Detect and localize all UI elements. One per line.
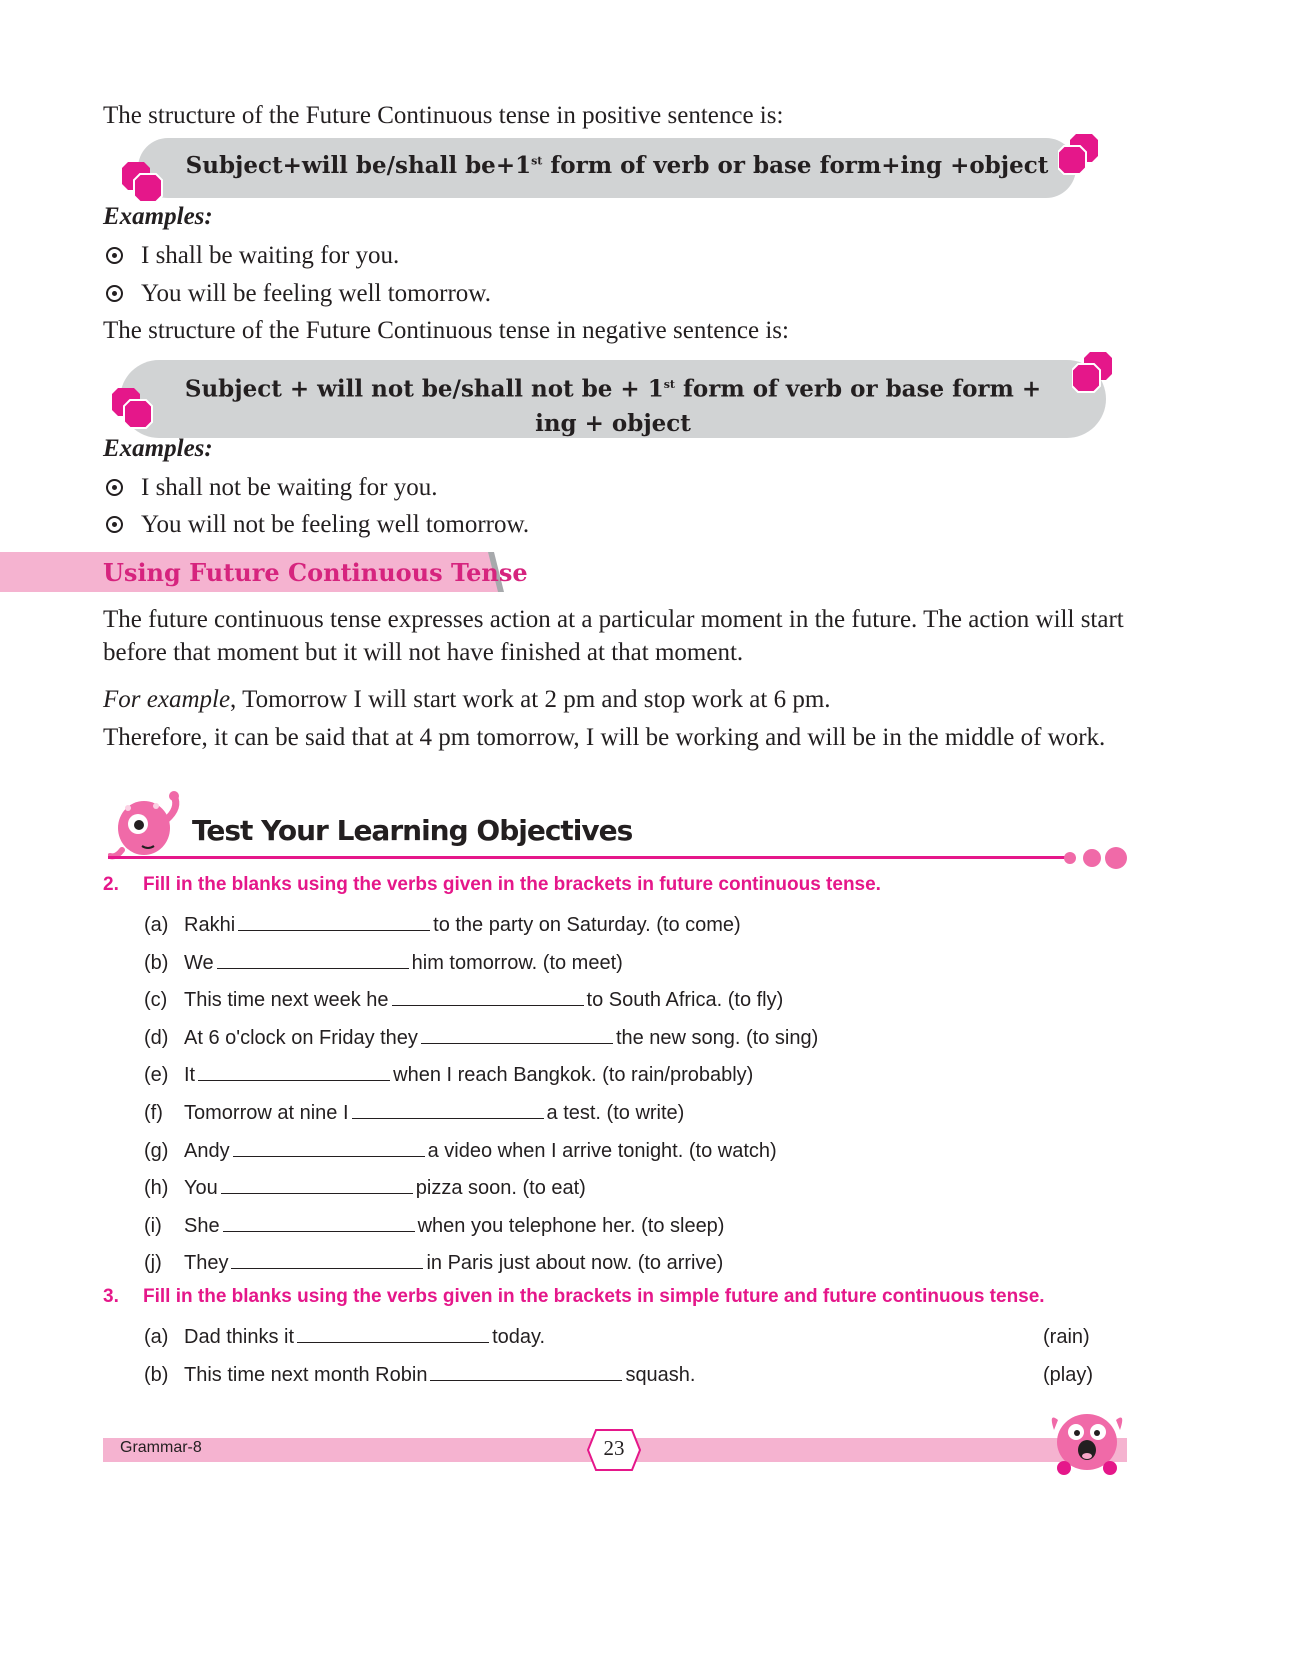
item-text-before: Tomorrow at nine I: [184, 1102, 349, 1124]
list-item: [144, 1248, 723, 1278]
page-number: 23: [603, 1436, 625, 1460]
list-item: [144, 1211, 724, 1241]
item-text-after: to South Africa. (to fly): [586, 989, 784, 1011]
item-label: (g): [144, 1140, 169, 1162]
item-text-after: to the party on Saturday. (to come): [433, 914, 741, 936]
item-text-after: in Paris just about now. (to arrive): [426, 1252, 724, 1274]
question-instruction: Fill in the blanks using the verbs given in the brackets in future continuous tense.: [143, 874, 881, 895]
item-text-before: At 6 o'clock on Friday they: [184, 1027, 418, 1049]
answer-blank[interactable]: [231, 1250, 423, 1269]
item-label: (b): [144, 952, 169, 974]
item-label: (a): [144, 914, 169, 936]
pink-dots-decoration: [1060, 846, 1128, 870]
question-number: 2.: [103, 874, 119, 895]
monster-mascot-icon: [108, 790, 190, 862]
answer-blank[interactable]: [223, 1213, 415, 1232]
answer-blank[interactable]: [217, 950, 409, 969]
item-label: (i): [144, 1215, 162, 1237]
item-text-after: when you telephone her. (to sleep): [417, 1215, 725, 1237]
bullet-icon: [106, 247, 123, 264]
answer-blank[interactable]: [198, 1062, 390, 1081]
bullet-icon: [106, 479, 123, 496]
verb-hint: (rain): [1043, 1326, 1090, 1348]
item-label: (e): [144, 1064, 169, 1086]
item-text-before: Dad thinks it: [184, 1326, 295, 1348]
list-item: [144, 985, 783, 1015]
section-title: Using Future Continuous Tense: [103, 558, 528, 587]
footer-book-title: Grammar-8: [120, 1439, 202, 1456]
item-text-after: pizza soon. (to eat): [415, 1177, 586, 1199]
list-item: You will not be feeling well tomorrow.: [106, 509, 529, 541]
list-item: [144, 1023, 818, 1053]
item-text-before: She: [184, 1215, 220, 1237]
monster-mascot-icon: [1044, 1406, 1130, 1476]
negative-formula: Subject + will not be/shall not be + 1st form of verb or base form + ing + object: [184, 375, 1042, 437]
answer-blank[interactable]: [238, 912, 430, 931]
examples-label: Examples:: [103, 203, 213, 230]
list-item: [144, 1322, 545, 1352]
answer-blank[interactable]: [221, 1175, 413, 1194]
example-line: For example, Tomorrow I will start work at 2 pm and stop work at 6 pm.: [103, 686, 831, 713]
bullet-icon: [106, 285, 123, 302]
item-text-after: a test. (to write): [546, 1102, 685, 1124]
answer-blank[interactable]: [430, 1362, 622, 1381]
item-text-before: This time next week he: [184, 989, 389, 1011]
answer-blank[interactable]: [233, 1138, 425, 1157]
item-label: (a): [144, 1326, 169, 1348]
pink-octagon-decoration: [108, 386, 154, 432]
item-text-before: Rakhi: [184, 914, 236, 936]
list-item: [144, 948, 623, 978]
item-text-after: the new song. (to sing): [615, 1027, 819, 1049]
list-item: You will be feeling well tomorrow.: [106, 278, 491, 310]
answer-blank[interactable]: [392, 987, 584, 1006]
list-item: I shall not be waiting for you.: [106, 472, 437, 504]
list-item: [144, 910, 741, 940]
item-text-before: This time next month Robin: [184, 1364, 428, 1386]
list-item: [144, 1060, 753, 1090]
negative-intro: The structure of the Future Continuous tense in negative sentence is:: [103, 317, 789, 344]
item-text-after: when I reach Bangkok. (to rain/probably): [393, 1064, 754, 1086]
list-item: [144, 1136, 777, 1166]
item-label: (j): [144, 1252, 162, 1274]
list-item: I shall be waiting for you.: [106, 240, 399, 272]
item-text-before: It: [184, 1064, 196, 1086]
item-label: (d): [144, 1027, 169, 1049]
pink-octagon-decoration: [1072, 350, 1118, 396]
list-item: [144, 1173, 586, 1203]
item-label: (h): [144, 1177, 169, 1199]
item-label: (b): [144, 1364, 169, 1386]
tlo-heading: Test Your Learning Objectives: [192, 814, 633, 847]
tlo-divider: [108, 856, 1066, 859]
answer-blank[interactable]: [297, 1324, 489, 1343]
bullet-icon: [106, 516, 123, 533]
answer-blank[interactable]: [352, 1100, 544, 1119]
item-text-before: You: [184, 1177, 218, 1199]
question-number: 3.: [103, 1286, 119, 1307]
item-text-before: Andy: [184, 1140, 230, 1162]
item-text-after: a video when I arrive tonight. (to watch): [427, 1140, 777, 1162]
item-text-after: today.: [492, 1326, 546, 1348]
question-instruction: Fill in the blanks using the verbs given in the brackets in simple future and future continuous tense.: [143, 1286, 1045, 1307]
examples-label: Examples:: [103, 435, 213, 462]
list-item: [144, 1098, 684, 1128]
item-text-after: him tomorrow. (to meet): [411, 952, 623, 974]
list-item: [144, 1360, 696, 1390]
positive-formula: Subject+will be/shall be+1st form of verb or base form+ing +object: [185, 152, 1049, 179]
answer-blank[interactable]: [421, 1025, 613, 1044]
item-label: (c): [144, 989, 168, 1011]
positive-intro: The structure of the Future Continuous tense in positive sentence is:: [103, 102, 784, 129]
item-label: (f): [144, 1102, 163, 1124]
verb-hint: (play): [1043, 1364, 1094, 1386]
item-text-before: They: [184, 1252, 229, 1274]
item-text-after: squash.: [625, 1364, 696, 1386]
item-text-before: We: [184, 952, 214, 974]
paragraph-line: before that moment but it will not have finished at that moment.: [103, 639, 744, 666]
paragraph-line: The future continuous tense expresses action at a particular moment in the future. The action will start: [103, 606, 1124, 633]
therefore-line: Therefore, it can be said that at 4 pm tomorrow, I will be working and will be in the middle of work.: [103, 724, 1106, 751]
